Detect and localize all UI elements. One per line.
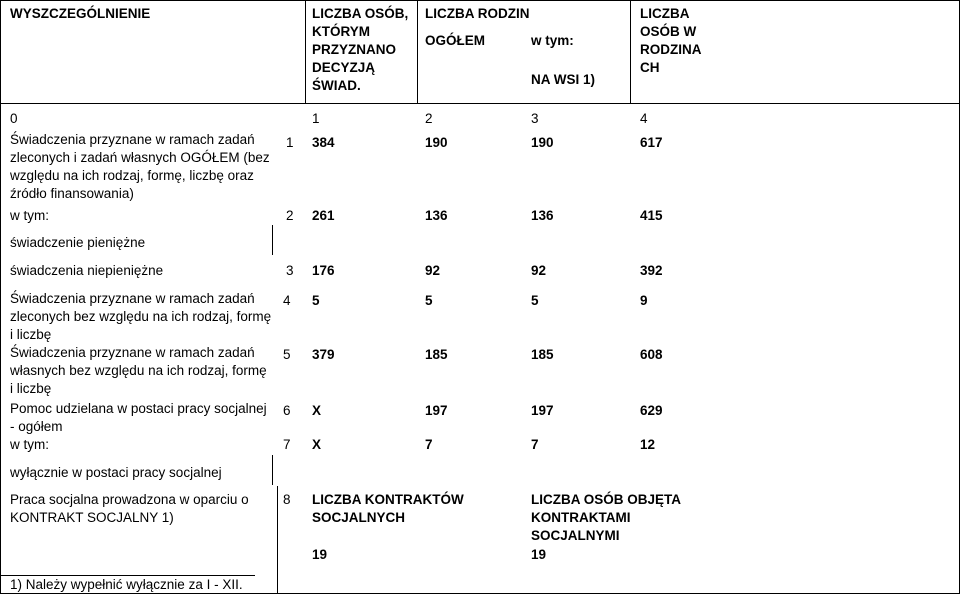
cell-families: 92 (425, 263, 441, 278)
header-families-including: w tym: (531, 33, 574, 48)
cell-persons: 384 (312, 135, 335, 150)
cell-persons: 261 (312, 208, 335, 223)
contract-persons-label-line: KONTRAKTAMI (531, 510, 631, 525)
row-label-line: i liczbę (10, 381, 52, 396)
cell-persons: 379 (312, 347, 335, 362)
contract-persons-label-line: LICZBA OSÓB OBJĘTA (531, 492, 682, 507)
row-label-line: w tym: (10, 208, 49, 223)
column-number: 3 (531, 111, 539, 126)
row-label-line: Pomoc udzielana w postaci pracy socjalnej (10, 401, 267, 416)
header-family-persons-line: RODZINA (640, 42, 702, 57)
table-border-top (0, 0, 960, 1)
row-number: 1 (286, 135, 294, 150)
contracts-value: 19 (312, 547, 328, 562)
row-label-line: własnych bez względu na ich rodzaj, formę (10, 363, 267, 378)
row-label-line: względu na ich rodzaj, formę, liczbę oraz (10, 168, 254, 183)
col-divider-persons (305, 0, 306, 104)
cell-rural: 190 (531, 135, 554, 150)
row-label-line: KONTRAKT SOCJALNY 1) (10, 510, 174, 525)
cell-persons: X (312, 437, 322, 452)
cell-family-persons: 629 (640, 403, 663, 418)
row-label-line: - ogółem (10, 419, 63, 434)
cell-family-persons: 9 (640, 293, 648, 308)
row-number: 2 (286, 208, 294, 223)
cell-families: 7 (425, 437, 433, 452)
row2-label-divider (272, 225, 273, 255)
row-label-line: Świadczenia przyznane w ramach zadań (10, 132, 255, 147)
column-number: 0 (10, 111, 18, 126)
header-family-persons-line: LICZBA (640, 6, 690, 21)
row-number: 4 (283, 293, 291, 308)
cell-families: 185 (425, 347, 448, 362)
header-family-persons-line: OSÓB W (640, 24, 697, 39)
cell-families: 197 (425, 403, 448, 418)
col-divider-family-persons (630, 0, 631, 104)
header-persons-line: DECYZJĄ (312, 60, 376, 75)
col-divider-families (417, 0, 418, 104)
cell-persons: 5 (312, 293, 320, 308)
cell-rural: 197 (531, 403, 554, 418)
contracts-label-line: LICZBA KONTRAKTÓW (312, 492, 464, 507)
cell-persons: 176 (312, 263, 335, 278)
header-persons-line: LICZBA OSÓB, (312, 6, 409, 21)
row-number: 7 (283, 437, 291, 452)
row-label-line: świadczenie pieniężne (10, 235, 146, 250)
header-families-total: OGÓŁEM (425, 33, 485, 48)
cell-rural: 5 (531, 293, 539, 308)
row-label-line: Praca socjalna prowadzona w oparciu o (10, 492, 249, 507)
header-persons-line: KTÓRYM (312, 24, 370, 39)
contracts-label-line: SOCJALNYCH (312, 510, 406, 525)
row-label-line: źródło finansowania) (10, 186, 134, 201)
cell-family-persons: 12 (640, 437, 656, 452)
row-label-line: wyłącznie w postaci pracy socjalnej (10, 465, 222, 480)
column-number: 2 (425, 111, 433, 126)
cell-rural: 185 (531, 347, 554, 362)
header-persons-line: PRZYZNANO (312, 42, 396, 57)
cell-family-persons: 415 (640, 208, 663, 223)
row-label-line: zleconych bez względu na ich rodzaj, formę (10, 309, 272, 324)
contract-persons-label-line: SOCJALNYMI (531, 528, 620, 543)
cell-rural: 136 (531, 208, 554, 223)
header-persons-line: ŚWIAD. (312, 78, 361, 93)
column-number: 4 (640, 111, 648, 126)
cell-family-persons: 608 (640, 347, 663, 362)
row7-label-divider (272, 455, 273, 485)
cell-family-persons: 617 (640, 135, 663, 150)
row-label-line: świadczenia niepieniężne (10, 263, 164, 278)
column-number: 1 (312, 111, 320, 126)
footnote: 1) Należy wypełnić wyłącznie za I - XII. (10, 577, 243, 592)
row-number: 5 (283, 347, 291, 362)
row-label-line: Świadczenia przyznane w ramach zadań (10, 291, 255, 306)
header-divider (0, 103, 960, 104)
cell-families: 5 (425, 293, 433, 308)
header-family-persons-line: CH (640, 60, 660, 75)
header-description: WYSZCZEGÓLNIENIE (10, 6, 151, 21)
row8-label-divider (277, 486, 278, 594)
row-label-line: i liczbę (10, 327, 52, 342)
row-number: 6 (283, 403, 291, 418)
cell-family-persons: 392 (640, 263, 663, 278)
row-label-line: Świadczenia przyznane w ramach zadań (10, 345, 255, 360)
contract-persons-value: 19 (531, 547, 547, 562)
header-families-rural: NA WSI 1) (531, 72, 595, 87)
cell-families: 136 (425, 208, 448, 223)
cell-rural: 92 (531, 263, 547, 278)
cell-persons: X (312, 403, 322, 418)
row-number: 3 (286, 263, 294, 278)
row-label-line: zleconych i zadań własnych OGÓŁEM (bez (10, 150, 270, 165)
row-label-line: w tym: (10, 437, 49, 452)
cell-rural: 7 (531, 437, 539, 452)
row-number: 8 (283, 492, 291, 507)
header-families: LICZBA RODZIN (425, 6, 530, 21)
cell-families: 190 (425, 135, 448, 150)
table-border-left (0, 0, 1, 594)
